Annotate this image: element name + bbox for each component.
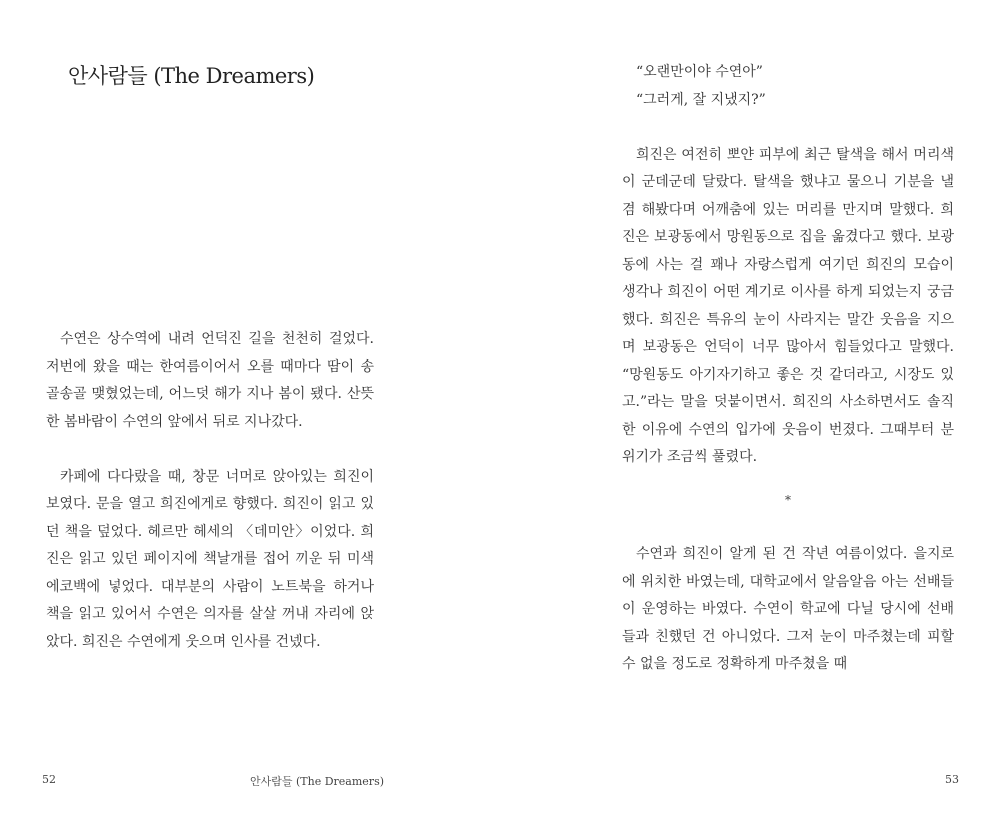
body-paragraph: 수연과 희진이 알게 된 건 작년 여름이었다. 을지로에 위치한 바였는데, 대학교에서 알음알음 아는 선배들이 운영하는 바였다. 수연이 학교에 다닐 당시에 선배들과 친했던 건 아니었다. 그저 눈이 마주쳤는데 피할 수 없을 정도로 정확하게 마주쳤을 때: [622, 546, 954, 672]
running-head: 안사람들 (The Dreamers): [250, 775, 385, 788]
chapter-title: 안사람들 (The Dreamers): [68, 64, 315, 88]
body-paragraph: 수연은 상수역에 내려 언덕진 길을 천천히 걸었다. 저번에 왔을 때는 한여름이어서 오를 때마다 땀이 송골송골 맺혔었는데, 어느덧 해가 지나 봄이 됐다. 산뜻한 봄바람이 수연의 앞에서 뒤로 지나갔다.: [46, 331, 374, 430]
page-number-right: 53: [945, 773, 959, 786]
dialogue-line: “오랜만이야 수연아”: [636, 64, 763, 80]
section-break: *: [785, 492, 791, 507]
left-body-text: [46, 326, 374, 656]
right-page: [500, 0, 1000, 832]
body-paragraph: 카페에 다다랐을 때, 창문 너머로 앉아있는 희진이 보였다. 문을 열고 희진에게로 향했다. 희진이 읽고 있던 책을 덮었다. 헤르만 헤세의 〈데미안〉이었다. 희진은 읽고 있던 페이지에 책날개를 접어 끼운 뒤 미색 에코백에 넣었다. 대부분의 사람이 노트북을 하거나 책을 읽고 있어서 수연은 의자를 살살 꺼내 자리에 앉았다. 희진은 수연에게 웃으며 인사를 건넸다.: [46, 468, 374, 650]
dialogue-line: “그러게, 잘 지냈지?”: [636, 91, 766, 108]
right-body-text: [622, 59, 954, 679]
body-paragraph: 희진은 여전히 뽀얀 피부에 최근 탈색을 해서 머리색이 군데군데 달랐다. 탈색을 했냐고 물으니 기분을 낼 겸 해봤다며 어깨춤에 있는 머리를 만지며 말했다. 희진은 보광동에서 망원동으로 집을 옮겼다고 했다. 보광동에 사는 걸 꽤나 자랑스럽게 여기던 희진의 모습이 생각나 희진이 어떤 계기로 이사를 하게 되었는지 궁금했다. 희진은 특유의 눈이 사라지는 말간 웃음을 지으며 보광동은 언덕이 너무 많아서 힘들었다고 말했다. “망원동도 아기자기하고 좋은 것 같더라고, 시장도 있고.”라는 말을 덧붙이면서. 희진의 사소하면서도 솔직한 이유에 수연의 입가에 웃음이 번졌다. 그때부터 분위기가 조금씩 풀렸다.: [622, 146, 954, 465]
page-number-left: 52: [42, 773, 56, 786]
